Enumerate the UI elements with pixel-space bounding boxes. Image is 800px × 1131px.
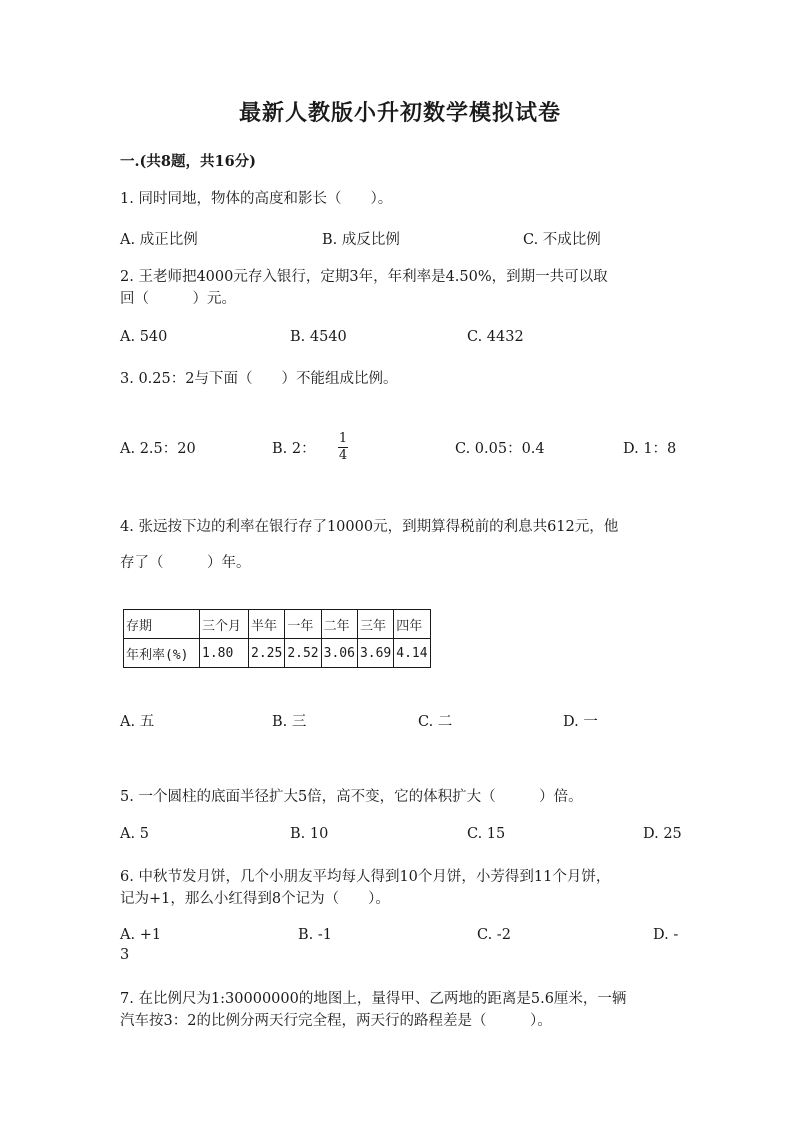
table-cell: 1.80 bbox=[200, 639, 249, 668]
question-3-option-b: B. 2： bbox=[272, 441, 316, 457]
question-7-text-line-2: 汽车按3：2的比例分两天行完全程，两天行的路程差是（ ）。 bbox=[120, 1013, 552, 1029]
question-4-text-line-2: 存了（ ）年。 bbox=[120, 555, 251, 571]
question-7-text-line-1: 7. 在比例尺为1:30000000的地图上，量得甲、乙两地的距离是5.6厘米，一辆 bbox=[120, 991, 627, 1007]
question-5-text: 5. 一个圆柱的底面半径扩大5倍，高不变，它的体积扩大（ ）倍。 bbox=[120, 789, 583, 805]
question-2-text-line-2: 回（ ）元。 bbox=[120, 291, 236, 307]
question-3-option-d: D. 1：8 bbox=[623, 441, 677, 457]
table-cell: 四年 bbox=[394, 610, 430, 639]
page-title: 最新人教版小升初数学模拟试卷 bbox=[238, 100, 561, 126]
question-3-option-c: C. 0.05：0.4 bbox=[455, 441, 545, 457]
table-cell: 二年 bbox=[321, 610, 357, 639]
table-cell: 3.06 bbox=[321, 639, 357, 668]
question-3-fraction bbox=[338, 432, 348, 463]
question-2-option-a: A. 540 bbox=[120, 329, 168, 345]
table-cell: 3.69 bbox=[357, 639, 393, 668]
section-heading: 一.(共8题，共16分) bbox=[120, 153, 257, 170]
interest-rate-table bbox=[123, 609, 431, 668]
question-6-option-d: D. - bbox=[653, 927, 679, 943]
question-2-option-c: C. 4432 bbox=[467, 329, 524, 345]
question-4-option-d: D. 一 bbox=[563, 714, 598, 730]
question-1-option-b: B. 成反比例 bbox=[322, 232, 400, 248]
fraction-numerator: 1 bbox=[338, 431, 348, 446]
question-6-option-a: A. +1 bbox=[120, 927, 162, 943]
question-1-option-a: A. 成正比例 bbox=[120, 232, 198, 248]
table-cell: 一年 bbox=[285, 610, 321, 639]
question-3-text: 3. 0.25：2与下面（ ）不能组成比例。 bbox=[120, 371, 398, 387]
table-header-row bbox=[124, 610, 431, 639]
question-1-option-c: C. 不成比例 bbox=[523, 232, 601, 248]
table-cell: 2.25 bbox=[249, 639, 285, 668]
table-cell: 存期 bbox=[124, 610, 200, 639]
question-5-option-d: D. 25 bbox=[643, 826, 682, 842]
question-3-option-a: A. 2.5：20 bbox=[120, 441, 196, 457]
question-4-option-a: A. 五 bbox=[120, 714, 155, 730]
table-cell: 三年 bbox=[357, 610, 393, 639]
table-row bbox=[124, 639, 431, 668]
table-cell: 2.52 bbox=[285, 639, 321, 668]
table-cell: 年利率(%) bbox=[124, 639, 200, 668]
question-6-text-line-1: 6. 中秋节发月饼，几个小朋友平均每人得到10个月饼，小芳得到11个月饼， bbox=[120, 869, 611, 885]
question-2-text-line-1: 2. 王老师把4000元存入银行，定期3年，年利率是4.50%，到期一共可以取 bbox=[120, 269, 608, 285]
question-5-option-c: C. 15 bbox=[467, 826, 506, 842]
fraction-denominator: 4 bbox=[338, 448, 348, 463]
question-1-text: 1. 同时同地，物体的高度和影长（ ）。 bbox=[120, 191, 393, 207]
table-cell: 半年 bbox=[249, 610, 285, 639]
question-6-option-d-wrap: 3 bbox=[120, 947, 130, 963]
question-4-text-line-1: 4. 张远按下边的利率在银行存了10000元，到期算得税前的利息共612元，他 bbox=[120, 519, 619, 535]
question-4-option-c: C. 二 bbox=[418, 714, 453, 730]
table-cell: 4.14 bbox=[394, 639, 430, 668]
question-5-option-a: A. 5 bbox=[120, 826, 149, 842]
question-5-option-b: B. 10 bbox=[290, 826, 329, 842]
question-6-option-b: B. -1 bbox=[298, 927, 332, 943]
table-cell: 三个月 bbox=[200, 610, 249, 639]
question-2-option-b: B. 4540 bbox=[290, 329, 347, 345]
question-4-option-b: B. 三 bbox=[272, 714, 307, 730]
question-6-text-line-2: 记为+1，那么小红得到8个记为（ ）。 bbox=[120, 891, 390, 907]
question-6-option-c: C. -2 bbox=[477, 927, 511, 943]
